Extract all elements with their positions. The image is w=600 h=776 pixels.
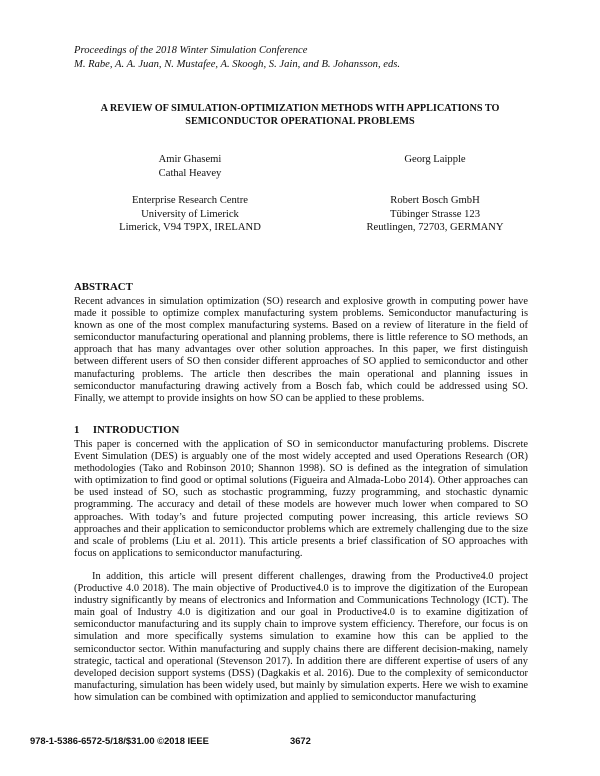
affiliation-right xyxy=(330,194,540,235)
author-name: Cathal Heavey xyxy=(158,167,222,179)
author-block-left xyxy=(90,153,290,235)
intro-paragraph-1: This paper is concerned with the application of SO in semiconductor manufacturing problems. Discrete Event Simulation (DES) is arguably one of the most widely accepted and used Operations Research (OR) methodologies (Tako and Robinson 2010; Shannon 1998). SO is defined as the integration of simulation with optimization to find good or optimal solutions (Figueira and Almada-Lobo 2014). Other approaches can be used instead of SO, such as stochastic programming, fuzzy programming, and stochastic dynamic programming. The accuracy and detail of these models are however much lower when compared to SO approaches. With today’s and future projected computing power increasing, this article reviews SO approaches and their application to semiconductor problems which are extremely challenging due to the size and scale of problems (Liu et al. 2011). This article presents a brief classification of SO approaches with focus on applications to semiconductor manufacturing. xyxy=(74,439,528,559)
author-name: Georg Laipple xyxy=(404,154,466,165)
paper-title xyxy=(60,102,540,128)
isbn-footer: 978-1-5386-6572-5/18/$31.00 ©2018 IEEE xyxy=(30,735,209,746)
author-block-right xyxy=(330,153,540,235)
affiliation-line: Enterprise Research Centre xyxy=(132,195,248,207)
proceedings-header xyxy=(74,44,400,72)
intro-paragraph-2: In addition, this article will present different challenges, drawing from the Productive4.0 project (Productive 4.0 2018). The main objective of Productive4.0 is to improve the digitization of the European industry significantly by means of electronics and Information and Communications Technology (ICT). The main goal of Industry 4.0 is digitization and our goal in Productive4.0 is to examine digitization of semiconductor manufacturing and its supply chain to improve system efficiency. Therefore, our focus is on simulation and more specifically systems simulation to examine how this can be applied to the semiconductor sector. Within manufacturing and supply chains there are different decision-making, namely strategic, tactical and operational (Stevenson 2017). In addition there are different expertise of users of any developed decision support systems (DSS) (Dagkakis et al. 2016). Due to the complexity of semiconductor manufacturing, simulation has been widely used, but mainly by simulation experts. Here we wish to examine how simulation can be combined with optimization and applied to semiconductor manufacturing xyxy=(74,571,528,703)
affiliation-line: Robert Bosch GmbH xyxy=(390,195,480,207)
title-line-2: SEMICONDUCTOR OPERATIONAL PROBLEMS xyxy=(185,116,415,127)
proceedings-title: Proceedings of the 2018 Winter Simulation Conference xyxy=(74,45,308,56)
introduction-heading: 1 INTRODUCTION xyxy=(74,424,180,436)
affiliation-line: Limerick, V94 T9PX, IRELAND xyxy=(119,222,261,234)
title-line-1: A REVIEW OF SIMULATION-OPTIMIZATION METHODS WITH APPLICATIONS TO xyxy=(100,103,500,114)
abstract-heading: ABSTRACT xyxy=(74,281,133,293)
affiliation-line: Reutlingen, 72703, GERMANY xyxy=(366,222,504,234)
abstract-text: Recent advances in simulation optimization (SO) research and explosive growth in computing power have made it possible to optimize complex manufacturing system problems. Semiconductor manufacturing is known as one of the most complex manufacturing systems. Based on a review of literature in the field of semiconductor manufacturing operational and planning problems, there is little reference to SO methods, an approach that has many advantages over other solution approaches. In this paper, we first distinguish between different users of SO then consider different approaches of SO applied to semiconductor and other manufacturing problems. The article then describes the main operational and planning issues in semiconductor manufacturing drawing actively from a Bosch fab, which could be addressed using SO. Finally, we attempt to provide insights on how SO can be applied to these problems. xyxy=(74,296,528,404)
affiliation-left xyxy=(90,194,290,235)
editors-line: M. Rabe, A. A. Juan, N. Mustafee, A. Skoogh, S. Jain, and B. Johansson, eds. xyxy=(74,59,401,70)
affiliation-line: University of Limerick xyxy=(141,208,239,220)
author-name: Amir Ghasemi xyxy=(158,154,222,165)
page-number: 3672 xyxy=(290,735,311,746)
affiliation-line: Tübinger Strasse 123 xyxy=(389,208,481,220)
